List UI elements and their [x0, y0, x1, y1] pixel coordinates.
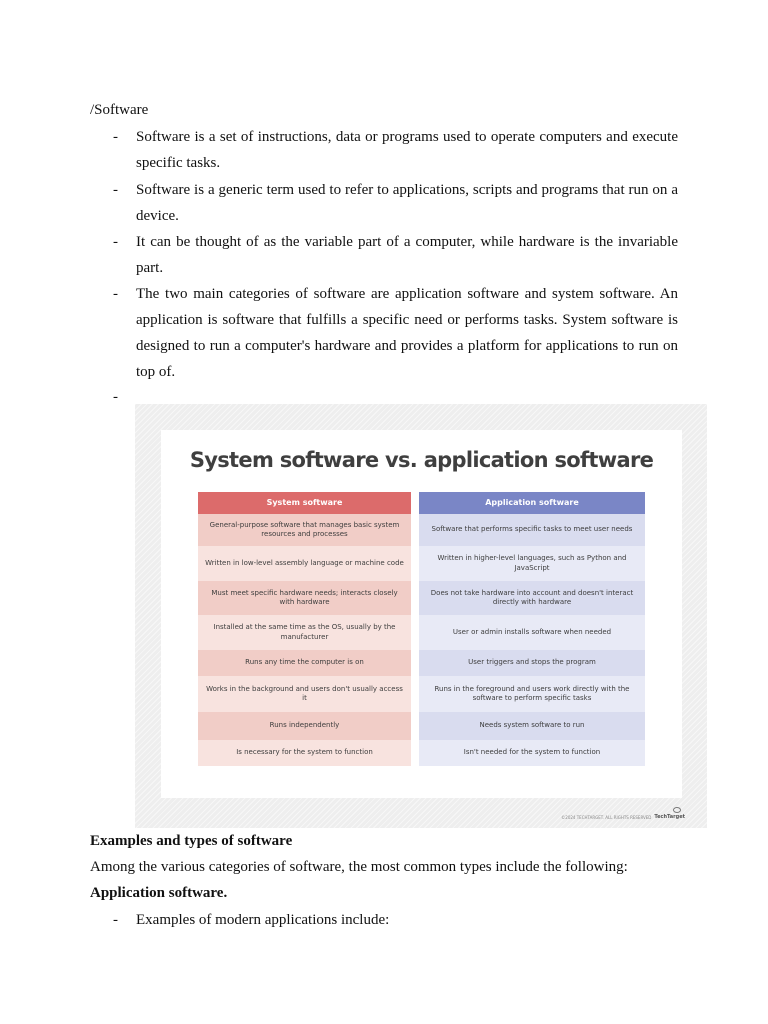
bullet-item: [113, 229, 678, 281]
table-cell: User or admin installs software when needed: [419, 615, 645, 650]
table-cell: Must meet specific hardware needs; interacts closely with hardware: [198, 581, 411, 615]
intro-paragraph: Among the various categories of software, the most common types include the following:: [90, 859, 628, 875]
brand-logo-text: TechTarget: [654, 814, 685, 820]
bullet-text: Software is a set of instructions, data or programs used to operate computers and execute specific tasks.: [136, 129, 678, 171]
table-cell: Software that performs specific tasks to meet user needs: [419, 514, 645, 546]
table-cell: Does not take hardware into account and doesn't interact directly with hardware: [419, 581, 645, 615]
table-cell: Written in low-level assembly language or machine code: [198, 546, 411, 581]
bullet-text: Software is a generic term used to refer to applications, scripts and programs that run on a device.: [136, 182, 678, 224]
table-cell: Runs any time the computer is on: [198, 650, 411, 676]
table-cell: General-purpose software that manages basic system resources and processes: [198, 514, 411, 546]
page-heading: /Software: [90, 102, 149, 118]
application-software-column: [419, 492, 645, 766]
sub-heading: Application software.: [90, 885, 228, 901]
bullet-dash: -: [113, 129, 118, 145]
bullet-dash: -: [113, 389, 118, 405]
brand-logo-icon: [673, 807, 681, 813]
table-cell: Written in higher-level languages, such as Python and JavaScript: [419, 546, 645, 581]
figure-credit: [561, 814, 685, 820]
application-cells: [419, 514, 645, 766]
comparison-card: [161, 430, 682, 798]
copyright-text: ©2024 TECHTARGET. ALL RIGHTS RESERVED: [561, 814, 652, 820]
comparison-figure: [135, 404, 707, 828]
bullet-dash: -: [113, 286, 118, 302]
bullet-item: [113, 177, 678, 229]
figure-title: System software vs. application software: [189, 448, 654, 472]
bullet-text: The two main categories of software are application software and system software. An application is software that fulfills a specific need or performs tasks. System software is designed to run a computer's hardware and provides a platform for applications to run on top of.: [136, 286, 678, 380]
bullet-text: It can be thought of as the variable part of a computer, while hardware is the invariable part.: [136, 234, 678, 276]
bullet-text: Examples of modern applications include:: [136, 912, 390, 928]
table-cell: Installed at the same time as the OS, usually by the manufacturer: [198, 615, 411, 650]
bullet-item: [113, 281, 678, 385]
table-cell: Runs independently: [198, 712, 411, 740]
table-cell: User triggers and stops the program: [419, 650, 645, 676]
system-cells: [198, 514, 411, 766]
system-software-column: [198, 492, 411, 766]
table-cell: Is necessary for the system to function: [198, 740, 411, 766]
application-software-header: Application software: [419, 492, 645, 514]
section-title: Examples and types of software: [90, 833, 293, 849]
table-cell: Runs in the foreground and users work directly with the software to perform specific tasks: [419, 676, 645, 712]
bullet-dash: -: [113, 912, 118, 928]
bullet-item: [113, 124, 678, 176]
bullet-dash: -: [113, 234, 118, 250]
table-cell: Works in the background and users don't usually access it: [198, 676, 411, 712]
table-cell: Isn't needed for the system to function: [419, 740, 645, 766]
bullet-item: [113, 907, 678, 933]
bullet-dash: -: [113, 182, 118, 198]
table-cell: Needs system software to run: [419, 712, 645, 740]
system-software-header: System software: [198, 492, 411, 514]
